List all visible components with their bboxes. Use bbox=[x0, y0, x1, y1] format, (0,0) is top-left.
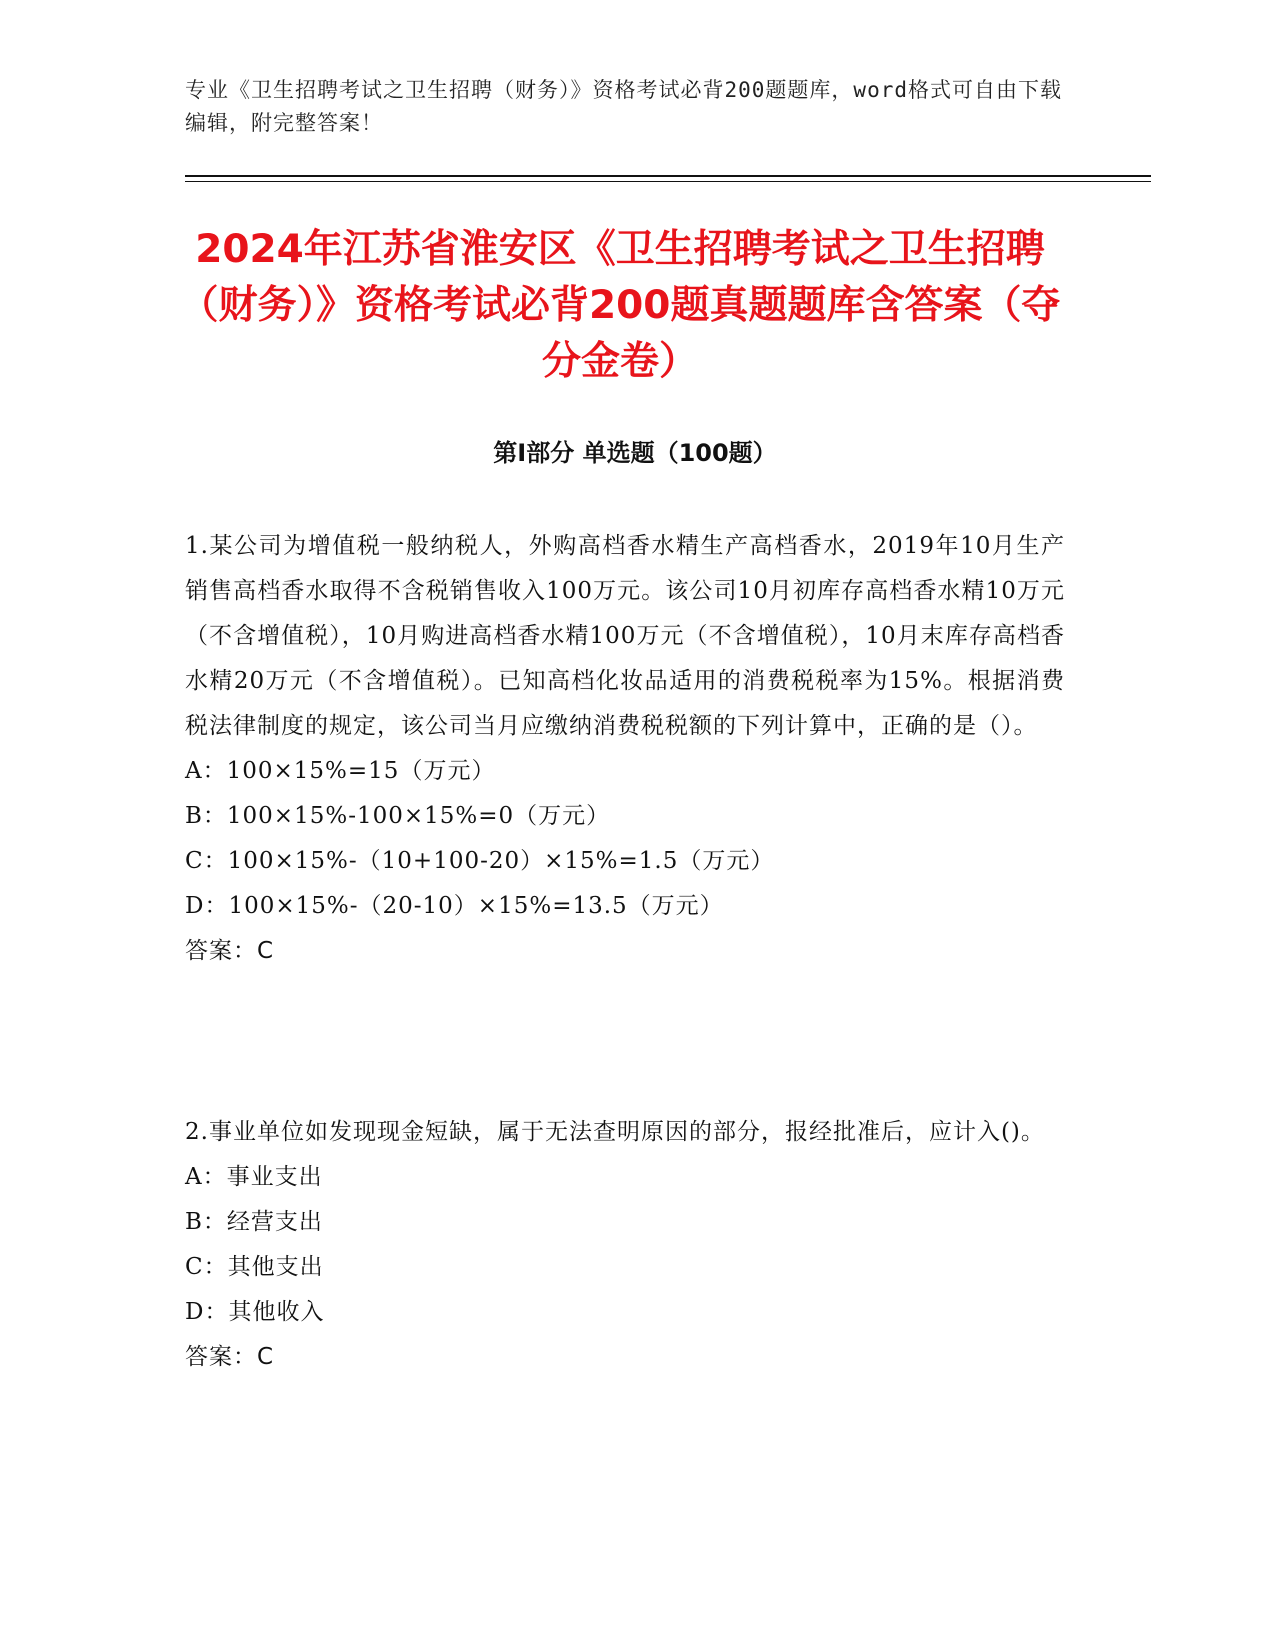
option-c: C：100×15%-（10+100-20）×15%=1.5（万元） bbox=[185, 848, 775, 874]
section-heading: 第Ⅰ部分 单选题（100题） bbox=[493, 439, 777, 467]
header-divider-thin bbox=[185, 181, 1151, 182]
document-title: 2024年江苏省淮安区《卫生招聘考试之卫生招聘（财务）》资格考试必背200题真题题库含答案（夺分金卷） bbox=[179, 227, 1061, 384]
question-stem: 2.事业单位如发现现金短缺，属于无法查明原因的部分，报经批准后，应计入()。 bbox=[185, 1119, 1045, 1145]
answer-line: 答案：C bbox=[185, 938, 275, 964]
question-1 bbox=[185, 524, 1065, 974]
option-d: D：其他收入 bbox=[185, 1299, 325, 1325]
option-d: D：100×15%-（20-10）×15%=13.5（万元） bbox=[185, 893, 724, 919]
question-2 bbox=[185, 1110, 1065, 1380]
option-b: B：100×15%-100×15%=0（万元） bbox=[185, 803, 611, 829]
header-note: 专业《卫生招聘考试之卫生招聘（财务）》资格考试必背200题题库，word格式可自由下载编辑，附完整答案！ bbox=[185, 78, 1062, 135]
option-c: C：其他支出 bbox=[185, 1254, 324, 1280]
option-a: A：事业支出 bbox=[185, 1164, 323, 1190]
question-stem: 1.某公司为增值税一般纳税人，外购高档香水精生产高档香水，2019年10月生产销售高档香水取得不含税销售收入100万元。该公司10月初库存高档香水精10万元（不含增值税），10月购进高档香水精100万元（不含增值税），10月末库存高档香水精20万元（不含增值税）。已知高档化妆品适用的消费税税率为15%。根据消费税法律制度的规定，该公司当月应缴纳消费税税额的下列计算中，正确的是（）。 bbox=[185, 533, 1065, 739]
option-b: B：经营支出 bbox=[185, 1209, 323, 1235]
answer-line: 答案：C bbox=[185, 1344, 275, 1370]
option-a: A：100×15%=15（万元） bbox=[185, 758, 496, 784]
header-divider-thick bbox=[185, 175, 1151, 177]
